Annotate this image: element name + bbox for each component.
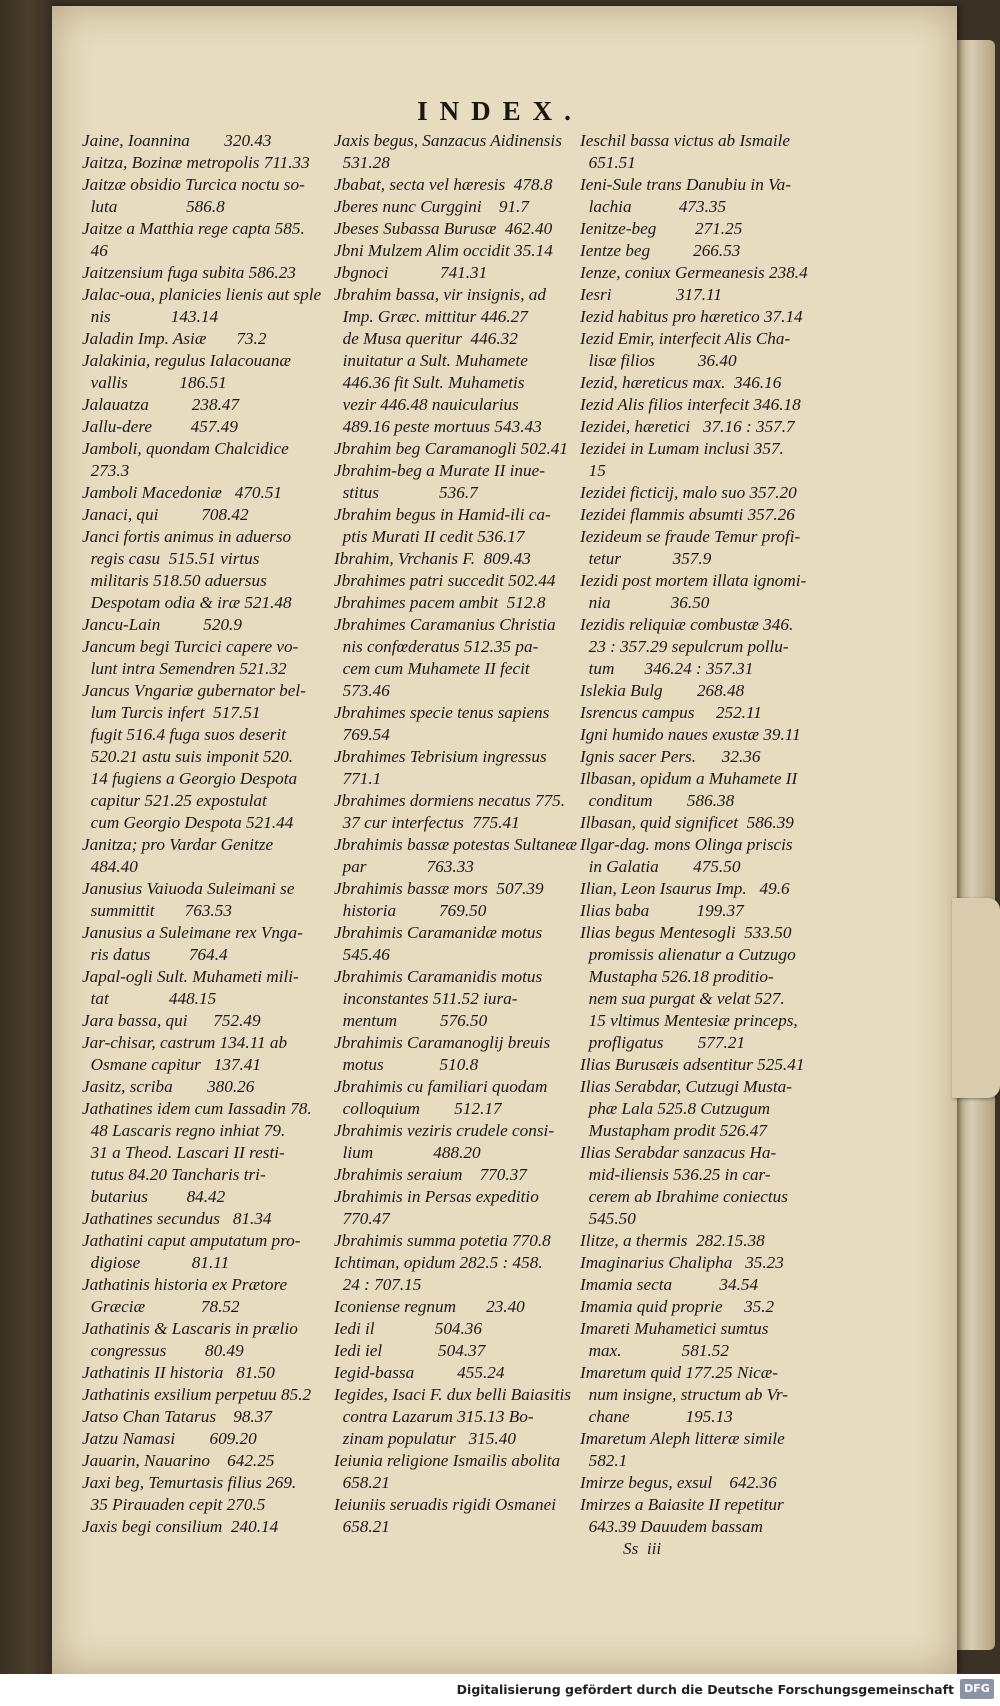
index-entry-line: lium 488.20 — [334, 1143, 481, 1162]
index-entry-line: Jaxis begus, Sanzacus Aidinensis — [334, 131, 562, 150]
index-entry-line: Iezidei flammis absumti 357.26 — [580, 505, 795, 524]
index-entry-line: 24 : 707.15 — [334, 1275, 422, 1294]
index-entry-line: Ilias baba 199.37 — [580, 901, 744, 920]
index-entry-line: stitus 536.7 — [334, 483, 478, 502]
index-entry-line: Jaitzensium fuga subita 586.23 — [82, 263, 296, 282]
index-entry-line: lunt intra Semendren 521.32 — [82, 659, 287, 678]
index-entry-line: contra Lazarum 315.13 Bo- — [334, 1407, 534, 1426]
index-entry-line: vallis 186.51 — [82, 373, 227, 392]
index-entry-line: Ienitze-beg 271.25 — [580, 219, 743, 238]
index-entry-line: Jaladin Imp. Asiæ 73.2 — [82, 329, 267, 348]
index-entry-line: Japal-ogli Sult. Muhameti mili- — [82, 967, 299, 986]
index-entry-line: 658.21 — [334, 1473, 390, 1492]
index-entry-line: 484.40 — [82, 857, 138, 876]
index-entry-line: Jasitz, scriba 380.26 — [82, 1077, 255, 1096]
index-entry-line: Ieiuniis seruadis rigidi Osmanei — [334, 1495, 557, 1514]
index-entry-line: in Galatia 475.50 — [580, 857, 741, 876]
index-entry-line: Jberes nunc Curggini 91.7 — [334, 197, 529, 216]
index-entry-line: Ibrahim, Vrchanis F. 809.43 — [334, 549, 531, 568]
index-entry-line: Imaretum Aleph litteræ simile — [580, 1429, 785, 1448]
index-entry-line: Jathatines idem cum Iassadin 78. — [82, 1099, 312, 1118]
index-entry-line: Islekia Bulg 268.48 — [580, 681, 745, 700]
index-entry-line: Iegid-bassa 455.24 — [334, 1363, 505, 1382]
index-entry-line: mid-iliensis 536.25 in car- — [580, 1165, 771, 1184]
index-entry-line: Jbrahim beg Caramanogli 502.41 — [334, 439, 568, 458]
index-entry-line: ptis Murati II cedit 536.17 — [334, 527, 525, 546]
index-entry-line: Ilgar-dag. mons Olinga priscis — [580, 835, 793, 854]
index-entry-line: Jbrahimis in Persas expeditio — [334, 1187, 539, 1206]
index-entry-line: congressus 80.49 — [82, 1341, 244, 1360]
index-entry-line: tutus 84.20 Tancharis tri- — [82, 1165, 266, 1184]
index-entry-line: Jatzu Namasi 609.20 — [82, 1429, 257, 1448]
index-entry-line: Jbabat, secta vel hæresis 478.8 — [334, 175, 553, 194]
index-entry-line: Jara bassa, qui 752.49 — [82, 1011, 261, 1030]
index-entry-line: tetur 357.9 — [580, 549, 712, 568]
index-entry-line: mentum 576.50 — [334, 1011, 488, 1030]
index-entry-line: Jbrahimes Tebrisium ingressus — [334, 747, 547, 766]
index-entry-line: cem cum Muhamete II fecit — [334, 659, 530, 678]
index-entry-line: nis 143.14 — [82, 307, 219, 326]
index-entry-line: Jauarin, Nauarino 642.25 — [82, 1451, 275, 1470]
index-entry-line: 771.1 — [334, 769, 382, 788]
index-entry-line: Iezidei ficticij, malo suo 357.20 — [580, 483, 797, 502]
index-entry-line: Imamia quid proprie 35.2 — [580, 1297, 775, 1316]
index-entry-line: 15 — [580, 461, 606, 480]
index-entry-line: Jalac-oua, planicies lienis aut sple — [82, 285, 322, 304]
index-entry-line: Græciæ 78.52 — [82, 1297, 240, 1316]
index-entry-line: zinam populatur 315.40 — [334, 1429, 516, 1448]
index-entry-line: Jancu-Lain 520.9 — [82, 615, 242, 634]
index-column-2 — [334, 130, 586, 1538]
index-entry-line: Jalauatza 238.47 — [82, 395, 240, 414]
index-entry-line: de Musa queritur 446.32 — [334, 329, 518, 348]
index-entry-line: 573.46 — [334, 681, 390, 700]
index-entry-line: nis confœderatus 512.35 pa- — [334, 637, 539, 656]
index-entry-line: 769.54 — [334, 725, 390, 744]
index-entry-line: Iezid Alis filios interfecit 346.18 — [580, 395, 801, 414]
index-entry-line: Jalakinia, regulus Ialacouanæ — [82, 351, 291, 370]
index-entry-line: 15 vltimus Mentesiæ princeps, — [580, 1011, 798, 1030]
index-entry-line: Jbrahim begus in Hamid-ili ca- — [334, 505, 551, 524]
index-entry-line: 651.51 — [580, 153, 636, 172]
index-entry-line: Jaitze a Matthia rege capta 585. — [82, 219, 305, 238]
index-entry-line: lisæ filios 36.40 — [580, 351, 737, 370]
index-entry-line: regis casu 515.51 virtus — [82, 549, 260, 568]
index-entry-line: Ilbasan, opidum a Muhamete II — [580, 769, 798, 788]
index-entry-line: Jancus Vngariæ gubernator bel- — [82, 681, 306, 700]
index-entry-line: Jbrahimis seraium 770.37 — [334, 1165, 527, 1184]
index-entry-line: Jallu-dere 457.49 — [82, 417, 238, 436]
index-entry-line: Jbrahimes pacem ambit 512.8 — [334, 593, 546, 612]
index-entry-line: Jbrahim-beg a Murate II inue- — [334, 461, 545, 480]
index-entry-line: Jbrahimis bassæ potestas Sultaneæ — [334, 835, 578, 854]
footer-credit: Digitalisierung gefördert durch die Deutsche Forschungsgemeinschaft — [456, 1682, 954, 1697]
index-entry-line: Ilitze, a thermis 282.15.38 — [580, 1231, 765, 1250]
page-fore-edge — [957, 40, 995, 1650]
index-entry-line: Iesri 317.11 — [580, 285, 722, 304]
index-entry-line: Iconiense regnum 23.40 — [334, 1297, 525, 1316]
index-entry-line: Jbrahimis veziris crudele consi- — [334, 1121, 555, 1140]
index-entry-line: 14 fugiens a Georgio Despota — [82, 769, 298, 788]
index-entry-line: Janaci, qui 708.42 — [82, 505, 249, 524]
index-entry-line: 582.1 — [580, 1451, 628, 1470]
index-entry-line: 770.47 — [334, 1209, 390, 1228]
index-entry-line: 35 Pirauaden cepit 270.5 — [82, 1495, 266, 1514]
index-entry-line: Jbrahimis Caramanidis motus — [334, 967, 543, 986]
index-entry-line: phæ Lala 525.8 Cutzugum — [580, 1099, 771, 1118]
dfg-logo: DFG — [960, 1679, 994, 1699]
index-entry-line: Jaxis begi consilium 240.14 — [82, 1517, 279, 1536]
index-entry-line: promissis alienatur a Cutzugo — [580, 945, 796, 964]
index-entry-line: Iezidei in Lumam inclusi 357. — [580, 439, 784, 458]
index-entry-line: Ilias Serabdar sanzacus Ha- — [580, 1143, 777, 1162]
index-entry-line: 545.46 — [334, 945, 390, 964]
index-entry-line: Janusius Vaiuoda Suleimani se — [82, 879, 295, 898]
index-entry-line: Jbrahimis Caramanoglij breuis — [334, 1033, 551, 1052]
index-entry-line: tat 448.15 — [82, 989, 217, 1008]
index-entry-line: capitur 521.25 expostulat — [82, 791, 267, 810]
index-entry-line: Ignis sacer Pers. 32.36 — [580, 747, 761, 766]
index-entry-line: Ilian, Leon Isaurus Imp. 49.6 — [580, 879, 790, 898]
index-entry-line: Ilias begus Mentesogli 533.50 — [580, 923, 792, 942]
index-entry-line: Jatso Chan Tatarus 98.37 — [82, 1407, 272, 1426]
index-entry-line: Jbrahim bassa, vir insignis, ad — [334, 285, 546, 304]
index-entry-line: Imirze begus, exsul 642.36 — [580, 1473, 777, 1492]
index-entry-line: Osmane capitur 137.41 — [82, 1055, 262, 1074]
index-entry-line: Ichtiman, opidum 282.5 : 458. — [334, 1253, 543, 1272]
index-entry-line: Ilias Burusæis adsentitur 525.41 — [580, 1055, 805, 1074]
index-entry-line: Iezidei, hæretici 37.16 : 357.7 — [580, 417, 795, 436]
index-entry-line: Ilias Serabdar, Cutzugi Musta- — [580, 1077, 792, 1096]
index-entry-line: cerem ab Ibrahime coniectus — [580, 1187, 788, 1206]
index-entry-line: Jbrahimis bassæ mors 507.39 — [334, 879, 544, 898]
index-entry-line: Iezideum se fraude Temur profi- — [580, 527, 801, 546]
index-entry-line: butarius 84.42 — [82, 1187, 226, 1206]
index-entry-line: Ss iii — [580, 1539, 662, 1558]
index-entry-line: Jbgnoci 741.31 — [334, 263, 488, 282]
index-entry-line: profligatus 577.21 — [580, 1033, 746, 1052]
index-entry-line: Jbrahimis cu familiari quodam — [334, 1077, 548, 1096]
index-entry-line: 545.50 — [580, 1209, 636, 1228]
index-entry-line: militaris 518.50 aduersus — [82, 571, 267, 590]
index-entry-line: inconstantes 511.52 iura- — [334, 989, 518, 1008]
index-entry-line: vezir 446.48 nauicularius — [334, 395, 519, 414]
index-entry-line: inuitatur a Sult. Muhamete — [334, 351, 528, 370]
index-entry-line: Ieni-Sule trans Danubiu in Va- — [580, 175, 791, 194]
index-entry-line: Jbrahimes dormiens necatus 775. — [334, 791, 566, 810]
index-entry-line: Jbrahimes patri succedit 502.44 — [334, 571, 556, 590]
index-entry-line: Iegides, Isaci F. dux belli Baiasitis — [334, 1385, 571, 1404]
index-entry-line: cum Georgio Despota 521.44 — [82, 813, 294, 832]
index-entry-line: 48 Lascaris regno inhiat 79. — [82, 1121, 286, 1140]
index-entry-line: Jaitza, Bozinæ metropolis 711.33 — [82, 153, 310, 172]
index-entry-line: conditum 586.38 — [580, 791, 735, 810]
index-entry-line: Janci fortis animus in aduerso — [82, 527, 292, 546]
index-entry-line: Jbeses Subassa Burusæ 462.40 — [334, 219, 553, 238]
index-entry-line: 446.36 fit Sult. Muhametis — [334, 373, 525, 392]
index-column-1 — [82, 130, 322, 1538]
index-entry-line: Imamia secta 34.54 — [580, 1275, 759, 1294]
index-entry-line: par 763.33 — [334, 857, 474, 876]
index-entry-line: Despotam odia & iræ 521.48 — [82, 593, 292, 612]
index-entry-line: Jancum begi Turcici capere vo- — [82, 637, 299, 656]
index-entry-line: num insigne, structum ab Vr- — [580, 1385, 788, 1404]
index-entry-line: Iedi il 504.36 — [334, 1319, 482, 1338]
index-entry-line: 46 — [82, 241, 108, 260]
index-entry-line: Ienze, coniux Germeanesis 238.4 — [580, 263, 808, 282]
index-entry-line: Jaitzæ obsidio Turcica noctu so- — [82, 175, 305, 194]
index-entry-line: Jbni Mulzem Alim occidit 35.14 — [334, 241, 553, 260]
index-entry-line: Ieschil bassa victus ab Ismaile — [580, 131, 791, 150]
index-entry-line: 37 cur interfectus 775.41 — [334, 813, 520, 832]
index-entry-line: Janitza; pro Vardar Genitze — [82, 835, 274, 854]
index-entry-line: 520.21 astu suis imponit 520. — [82, 747, 294, 766]
index-entry-line: Jamboli Macedoniæ 470.51 — [82, 483, 283, 502]
index-entry-line: fugit 516.4 fuga suos deserit — [82, 725, 286, 744]
index-entry-line: colloquium 512.17 — [334, 1099, 502, 1118]
index-entry-line: Imp. Græc. mittitur 446.27 — [334, 307, 528, 326]
index-entry-line: summittit 763.53 — [82, 901, 232, 920]
index-entry-line: Ieiunia religione Ismailis abolita — [334, 1451, 561, 1470]
index-entry-line: Imaretum quid 177.25 Nicæ- — [580, 1363, 778, 1382]
index-entry-line: Jathatinis historia ex Prætore — [82, 1275, 288, 1294]
footer-bar — [0, 1674, 1000, 1706]
page-title: INDEX. — [417, 96, 583, 126]
index-entry-line: 31 a Theod. Lascari II resti- — [82, 1143, 285, 1162]
index-entry-line: Mustapham prodit 526.47 — [580, 1121, 767, 1140]
index-entry-line: Imaginarius Chalipha 35.23 — [580, 1253, 784, 1272]
index-entry-line: Jathatinis exsilium perpetuu 85.2 — [82, 1385, 312, 1404]
index-entry-line: digiose 81.11 — [82, 1253, 230, 1272]
index-entry-line: Jbrahimes specie tenus sapiens — [334, 703, 550, 722]
index-entry-line: Janusius a Suleimane rex Vnga- — [82, 923, 303, 942]
index-entry-line: max. 581.52 — [580, 1341, 729, 1360]
index-entry-line: ris datus 764.4 — [82, 945, 228, 964]
index-entry-line: Iezid habitus pro hæretico 37.14 — [580, 307, 803, 326]
index-entry-line: historia 769.50 — [334, 901, 487, 920]
index-entry-line: Ilbasan, quid significet 586.39 — [580, 813, 794, 832]
index-entry-line: Jaxi beg, Temurtasis filius 269. — [82, 1473, 297, 1492]
index-entry-line: Iezidis reliquiæ combustæ 346. — [580, 615, 794, 634]
index-entry-line: Imirzes a Baiasite II repetitur — [580, 1495, 784, 1514]
index-entry-line: Jbrahimes Caramanius Christia — [334, 615, 556, 634]
index-entry-line: Imareti Muhametici sumtus — [580, 1319, 769, 1338]
index-entry-line: nem sua purgat & velat 527. — [580, 989, 785, 1008]
index-entry-line: lachia 473.35 — [580, 197, 727, 216]
index-entry-line: lum Turcis infert 517.51 — [82, 703, 261, 722]
index-entry-line: Igni humido naues exustæ 39.11 — [580, 725, 801, 744]
page-tab — [952, 898, 1000, 1098]
index-column-3 — [580, 130, 836, 1560]
index-entry-line: chane 195.13 — [580, 1407, 733, 1426]
index-entry-line: 531.28 — [334, 153, 390, 172]
index-entry-line: Jbrahimis summa potetia 770.8 — [334, 1231, 551, 1250]
index-entry-line: tum 346.24 : 357.31 — [580, 659, 754, 678]
index-entry-line: Jbrahimis Caramanidæ motus — [334, 923, 543, 942]
index-entry-line: Jar-chisar, castrum 134.11 ab — [82, 1033, 288, 1052]
index-entry-line: Iezid, hæreticus max. 346.16 — [580, 373, 782, 392]
index-entry-line: Jathatini caput amputatum pro- — [82, 1231, 301, 1250]
index-entry-line: Jathatines secundus 81.34 — [82, 1209, 272, 1228]
index-entry-line: Jamboli, quondam Chalcidice — [82, 439, 289, 458]
index-entry-line: Jathatinis & Lascaris in prælio — [82, 1319, 298, 1338]
index-entry-line: nia 36.50 — [580, 593, 710, 612]
index-entry-line: 23 : 357.29 sepulcrum pollu- — [580, 637, 789, 656]
index-entry-line: Iedi iel 504.37 — [334, 1341, 486, 1360]
index-entry-line: Jathatinis II historia 81.50 — [82, 1363, 275, 1382]
index-entry-line: 273.3 — [82, 461, 130, 480]
index-entry-line: 643.39 Dauudem bassam — [580, 1517, 763, 1536]
index-entry-line: 489.16 peste mortuus 543.43 — [334, 417, 542, 436]
index-entry-line: 658.21 — [334, 1517, 390, 1536]
index-entry-line: luta 586.8 — [82, 197, 225, 216]
index-entry-line: Iezidi post mortem illata ignomi- — [580, 571, 807, 590]
index-entry-line: Isrencus campus 252.11 — [580, 703, 762, 722]
index-entry-line: Iezid Emir, interfecit Alis Cha- — [580, 329, 791, 348]
index-entry-line: motus 510.8 — [334, 1055, 479, 1074]
index-entry-line: Ientze beg 266.53 — [580, 241, 741, 260]
index-entry-line: Jaine, Ioannina 320.43 — [82, 131, 272, 150]
index-entry-line: Mustapha 526.18 proditio- — [580, 967, 774, 986]
